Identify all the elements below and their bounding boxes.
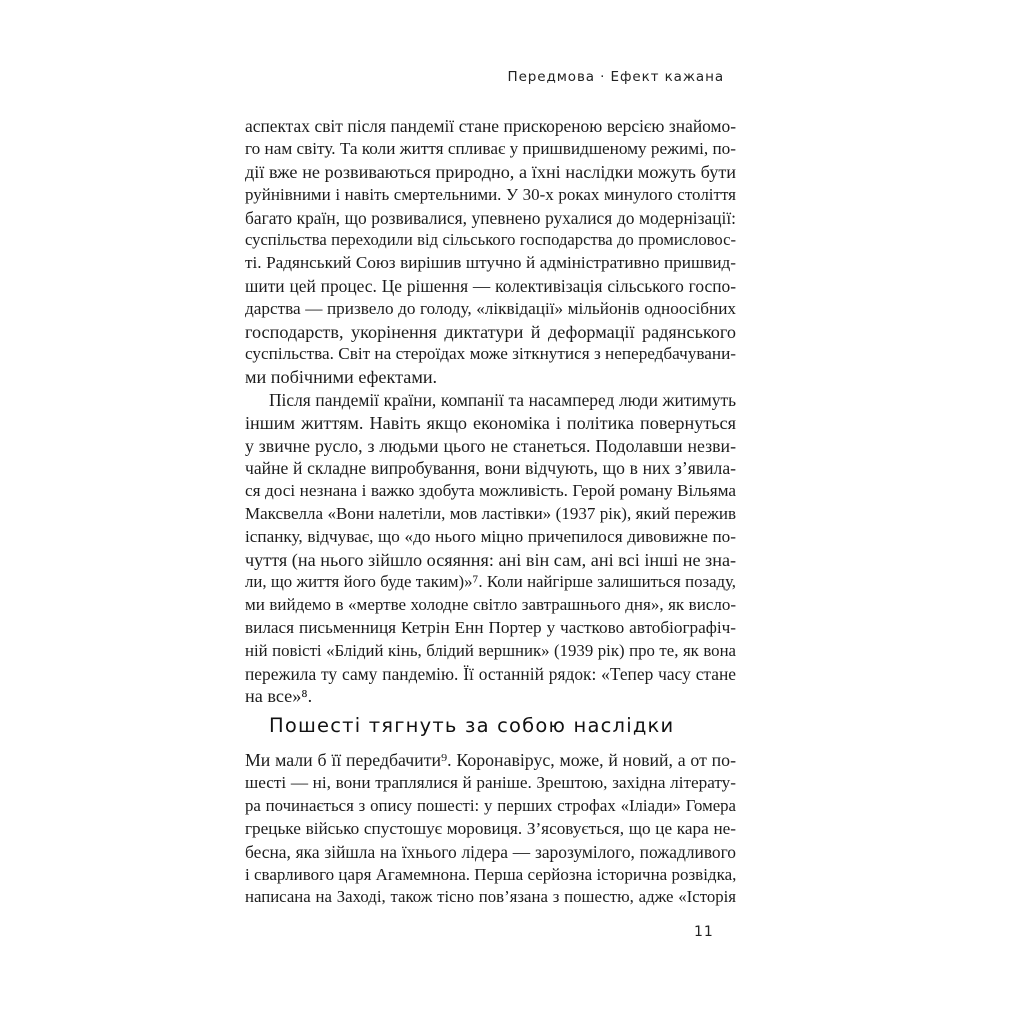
text-line: ся досі незнана і важко здобута можливість. Герой роману Вільяма bbox=[245, 481, 736, 500]
text-line: шити цей процес. Це рішення — колективізація сільського госпо- bbox=[245, 276, 736, 296]
text-line: суспільства. Світ на стероїдах може зіткнутися з непередбачувани- bbox=[245, 344, 736, 363]
text-line: ми побічними ефектами. bbox=[245, 367, 438, 387]
text-line: написана на Заході, також тісно пов’язана з пошестю, адже «Історія bbox=[245, 887, 736, 906]
text-line: іншим життям. Навіть якщо економіка і політика повернуться bbox=[245, 413, 736, 433]
section-heading: Пошесті тягнуть за собою наслідки bbox=[269, 714, 675, 737]
text-line: ра починається з опису пошесті: у перших строфах «Іліади» Гомера bbox=[245, 796, 736, 815]
text-line: аспектах світ після пандемії стане прискореною версією знайомо- bbox=[245, 116, 736, 136]
text-line: чайне й складне випробування, вони відчують, що в них з’явила- bbox=[245, 458, 736, 478]
text-line: бесна, яка зійшла на їхнього лідера — зарозумілого, пожадливого bbox=[245, 842, 736, 862]
text-line: суспільства переходили від сільського господарства до промисловос- bbox=[245, 230, 736, 249]
text-line: руйнівними і навіть смертельними. У 30-х роках минулого століття bbox=[245, 185, 736, 204]
text-line: вилася письменниця Кетрін Енн Портер у частково автобіографіч- bbox=[245, 618, 736, 637]
text-line: грецьке військо спустошує моровиця. З’ясовується, що це кара не- bbox=[245, 819, 736, 838]
text-line: ми вийдемо в «мертве холодне світло завтрашнього дня», як висло- bbox=[245, 595, 736, 614]
page-number: 11 bbox=[694, 924, 714, 940]
text-line: шесті — ні, вони траплялися й раніше. Зрештою, західна літерату- bbox=[245, 773, 736, 792]
text-line: ли, що життя його буде таким)»⁷. Коли найгірше залишиться позаду, bbox=[245, 572, 736, 591]
text-line: пережила ту саму пандемію. Її останній рядок: «Тепер часу стане bbox=[245, 664, 736, 684]
text-line: Максвелла «Вони налетіли, мов ластівки» (1937 рік), який пережив bbox=[245, 504, 736, 523]
text-line: ті. Радянський Союз вирішив штучно й адміністративно пришвид- bbox=[245, 253, 736, 272]
text-line: іспанку, відчуває, що «до нього міцно причепилося дивовижне по- bbox=[245, 527, 736, 546]
text-line: чуття (на нього зійшло осяяння: ані він сам, ані всі інші не зна- bbox=[245, 550, 737, 570]
text-line: господарств, укорінення диктатури й деформації радянського bbox=[245, 322, 736, 342]
text-line: го нам світу. Та коли життя спливає у пришвидшеному режимі, по- bbox=[245, 139, 736, 158]
text-line: на все»⁸. bbox=[245, 686, 313, 706]
text-line: Після пандемії країни, компанії та насамперед люди житимуть bbox=[269, 390, 736, 410]
text-line: дії вже не розвиваються природно, а їхні наслідки можуть бути bbox=[245, 162, 736, 182]
text-line: у звичне русло, з людьми цього не станеться. Подолавши незви- bbox=[245, 436, 736, 456]
text-line: і сварливого царя Агамемнона. Перша серйозна історична розвідка, bbox=[245, 865, 737, 884]
text-line: ній повісті «Блідий кінь, блідий вершник» (1939 рік) про те, як вона bbox=[245, 641, 736, 660]
text-line: Ми мали б її передбачити⁹. Коронавірус, може, й новий, а от по- bbox=[245, 750, 736, 770]
text-line: дарства — призвело до голоду, «ліквідації» мільйонів одноосібних bbox=[245, 299, 736, 318]
text-line: багато країн, що розвивалися, упевнено рухалися до модернізації: bbox=[245, 208, 736, 228]
running-header: Передмова · Ефект кажана bbox=[507, 69, 724, 85]
